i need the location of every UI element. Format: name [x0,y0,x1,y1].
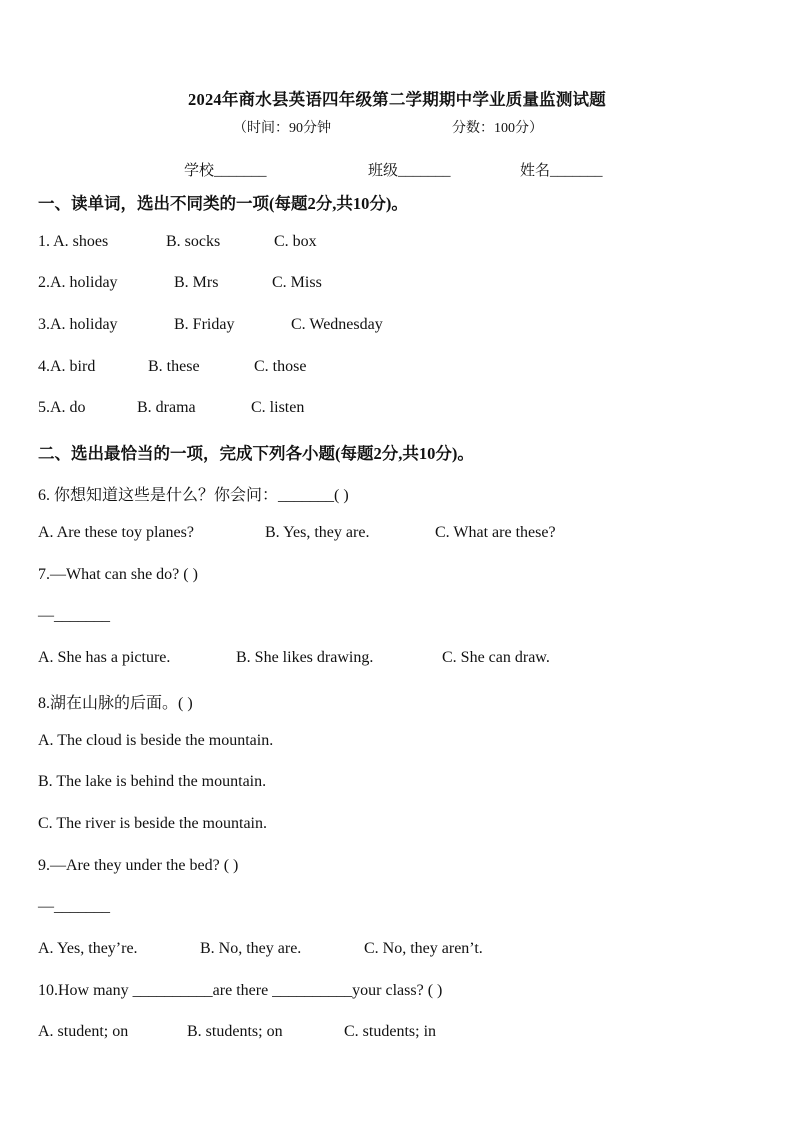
q2-option-b: B. Mrs [174,274,219,291]
q3-option-b: B. Friday [174,316,235,333]
name-field: 姓名_______ [520,163,603,179]
school-field: 学校_______ [184,163,267,179]
q2-option-a: 2.A. holiday [38,274,118,291]
q5-option-b: B. drama [137,399,196,416]
q10-option-a: A. student; on [38,1023,129,1040]
q9-option-b: B. No, they are. [200,940,302,957]
q5-option-a: 5.A. do [38,399,86,416]
q9-option-a: A. Yes, they’re. [38,940,138,957]
class-field: 班级_______ [368,163,451,179]
q1-option-c: C. box [274,233,317,250]
q10-option-b: B. students; on [187,1023,283,1040]
q4-option-b: B. these [148,358,200,375]
exam-time: （时间：90分钟 [233,121,331,136]
q2-option-c: C. Miss [272,274,322,291]
q1-option-b: B. socks [166,233,221,250]
question-7-blank: —_______ [38,607,110,624]
question-10-stem: 10.How many __________are there __________your class? ( ) [38,982,443,999]
q8-option-c: C. The river is beside the mountain. [38,815,267,832]
q4-option-c: C. those [254,358,307,375]
exam-score: 分数：100分） [452,121,543,136]
q8-option-a: A. The cloud is beside the mountain. [38,732,274,749]
q6-option-c: C. What are these? [435,524,556,541]
q6-option-b: B. Yes, they are. [265,524,370,541]
q9-option-c: C. No, they aren’t. [364,940,483,957]
q8-option-b: B. The lake is behind the mountain. [38,773,267,790]
q5-option-c: C. listen [251,399,305,416]
q1-option-a: 1. A. shoes [38,233,109,250]
q7-option-c: C. She can draw. [442,649,550,666]
q3-option-a: 3.A. holiday [38,316,118,333]
exam-title: 2024年商水县英语四年级第二学期期中学业质量监测试题 [188,90,606,109]
question-8-stem: 8.湖在山脉的后面。( ) [38,695,193,712]
question-6-stem: 6. 你想知道这些是什么？你会问：_______( ) [38,487,349,504]
section1-heading: 一、读单词，选出不同类的一项(每题2分,共10分)。 [38,194,408,213]
q7-option-a: A. She has a picture. [38,649,171,666]
q6-option-a: A. Are these toy planes? [38,524,194,541]
q4-option-a: 4.A. bird [38,358,96,375]
question-9-stem: 9.—Are they under the bed? ( ) [38,857,239,874]
q3-option-c: C. Wednesday [291,316,383,333]
question-9-blank: —_______ [38,898,110,915]
q7-option-b: B. She likes drawing. [236,649,374,666]
question-7-stem: 7.—What can she do? ( ) [38,566,198,583]
section2-heading: 二、选出最恰当的一项，完成下列各小题(每题2分,共10分)。 [38,444,474,463]
q10-option-c: C. students; in [344,1023,437,1040]
